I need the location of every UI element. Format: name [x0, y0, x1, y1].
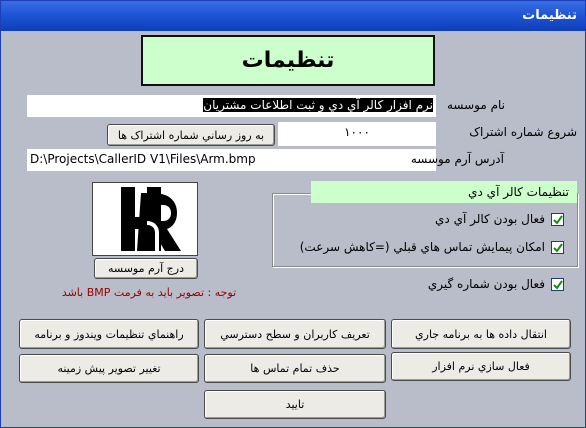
delete-all-calls-button[interactable]: حذف تمام تماس ها	[204, 354, 386, 383]
enable-caller-id-checkbox[interactable]	[551, 213, 564, 226]
check-icon	[553, 215, 563, 225]
check-icon	[553, 280, 563, 290]
enable-number-taking-label: فعال بودن شماره گيري	[427, 277, 545, 291]
update-subscriptions-button[interactable]: به روز رساني شماره اشتراک ها	[107, 124, 275, 146]
subscription-start-field[interactable]: ۱۰۰۰	[278, 122, 436, 146]
change-background-button[interactable]: تغيير تصوير پيش زمينه	[19, 354, 199, 383]
institute-name-field[interactable]	[27, 95, 436, 117]
browse-previous-calls-checkbox[interactable]	[551, 241, 564, 254]
bmp-format-note: توجه : تصوير بايد به فرمت BMP باشد	[61, 286, 237, 299]
logo-path-field[interactable]: D:\Projects\CallerID V1\Files\Arm.bmp	[27, 149, 436, 171]
institute-name-label: نام موسسه	[446, 98, 505, 112]
institute-logo-image	[93, 183, 197, 255]
window-title: تنظيمات	[522, 8, 577, 23]
page-title: تنظيمات	[141, 35, 435, 86]
caller-id-group	[272, 193, 578, 267]
check-icon	[553, 243, 563, 253]
activate-software-button[interactable]: فعال سازي نرم افزار	[391, 352, 571, 381]
subscription-start-label: شروع شماره اشتراک	[469, 125, 577, 139]
logo-preview	[92, 182, 198, 256]
title-bar	[1, 1, 585, 31]
logo-path-label: آدرس آرم موسسه	[410, 152, 504, 166]
caller-id-group-title: تنظيمات کالر آي دي	[311, 181, 577, 203]
enable-caller-id-label: فعال بودن کالر آي دي	[435, 212, 545, 226]
windows-settings-guide-button[interactable]: راهنماي تنظيمات ويندوز و برنامه	[19, 319, 199, 349]
enable-number-taking-checkbox[interactable]	[551, 278, 564, 291]
define-users-button[interactable]: تعريف کاربران و سطح دسترسي	[204, 319, 386, 349]
transfer-data-button[interactable]: انتقال داده ها به برنامه جاري	[391, 319, 571, 349]
institute-name-value: نرم افزار کالر آي دي و ثبت اطلاعات مشتريان	[203, 98, 433, 112]
browse-previous-calls-label: امکان پيمايش تماس هاي قبلي (=کاهش سرعت)	[299, 240, 545, 254]
insert-logo-button[interactable]: درج آرم موسسه	[94, 258, 198, 279]
confirm-button[interactable]: تاييد	[204, 390, 386, 419]
